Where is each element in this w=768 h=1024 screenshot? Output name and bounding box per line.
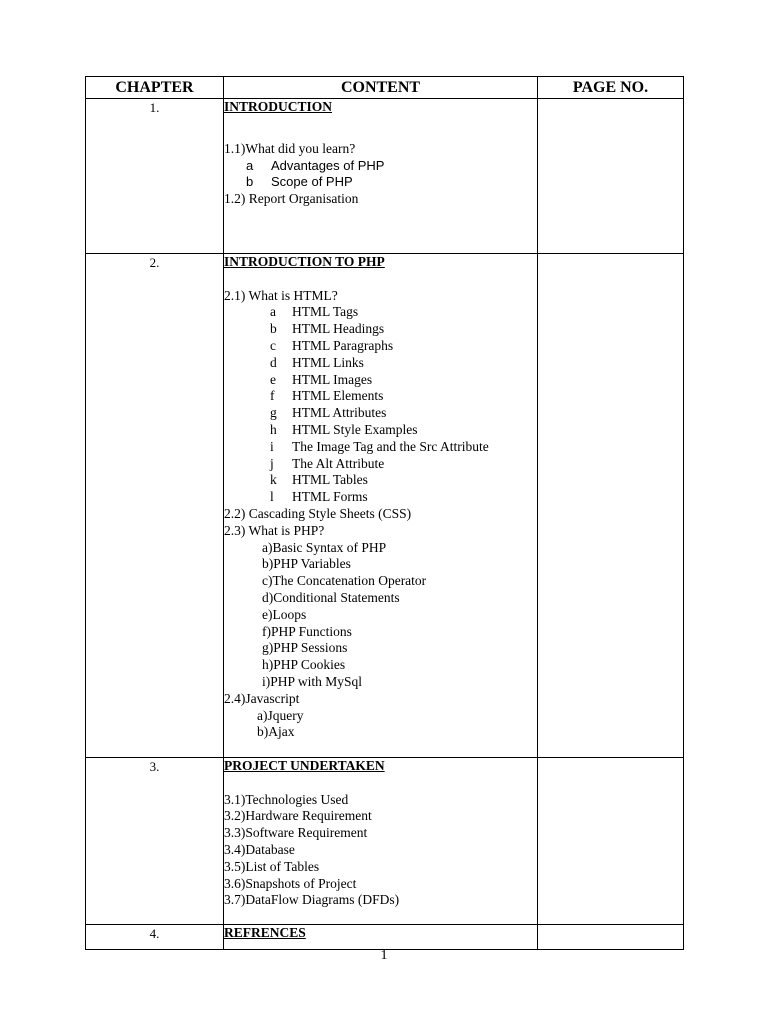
item-letter: d xyxy=(270,354,277,370)
section-heading: 3.4)Database xyxy=(224,841,295,857)
chapter-row-4 xyxy=(86,925,684,950)
item-text: The Image Tag and the Src Attribute xyxy=(292,438,489,454)
list-item: e)Loops xyxy=(262,606,307,622)
item-letter: b xyxy=(246,174,254,190)
item-text: Scope of PHP xyxy=(271,174,353,190)
item-letter: b xyxy=(270,321,277,337)
item-letter: h xyxy=(270,421,277,437)
list-item: d)Conditional Statements xyxy=(262,589,400,605)
item-text: HTML Headings xyxy=(292,321,385,337)
header-row xyxy=(86,77,684,99)
chapter-content xyxy=(224,925,538,950)
table-of-contents xyxy=(85,76,684,950)
item-letter: a xyxy=(270,304,276,320)
chapter-number: 4. xyxy=(86,925,224,950)
section-heading: 2.3) What is PHP? xyxy=(224,522,325,538)
item-text: HTML Attributes xyxy=(292,405,387,421)
page-no-header: PAGE NO. xyxy=(538,77,684,99)
section-heading: 2.2) Cascading Style Sheets (CSS) xyxy=(224,505,412,521)
page-number: 1 xyxy=(380,948,388,963)
list-item: a)Jquery xyxy=(257,707,304,723)
item-text: HTML Images xyxy=(292,371,373,387)
item-text: HTML Tables xyxy=(292,472,368,488)
section-heading: 2.1) What is HTML? xyxy=(224,287,338,303)
chapter-title: REFRENCES xyxy=(224,925,306,940)
item-letter: i xyxy=(270,438,274,454)
item-letter: l xyxy=(270,489,274,505)
list-item: f)PHP Functions xyxy=(262,623,352,639)
list-item xyxy=(224,304,537,321)
chapter-row-3 xyxy=(86,758,684,925)
item-letter: g xyxy=(270,405,277,421)
item-letter: k xyxy=(270,472,277,488)
chapter-header: CHAPTER xyxy=(86,77,224,99)
list-item xyxy=(224,388,537,405)
chapter-content xyxy=(224,99,538,254)
list-item: b)PHP Variables xyxy=(262,556,351,572)
item-text: HTML Style Examples xyxy=(292,421,418,437)
item-letter: j xyxy=(270,455,274,471)
list-item xyxy=(224,372,537,389)
section-heading: 3.6)Snapshots of Project xyxy=(224,875,357,891)
section-heading: 1.2) Report Organisation xyxy=(224,191,359,207)
item-text: HTML Paragraphs xyxy=(292,337,394,353)
list-item xyxy=(224,439,537,456)
item-letter: f xyxy=(270,388,275,404)
section-heading: 3.5)List of Tables xyxy=(224,858,320,874)
item-text: The Alt Attribute xyxy=(292,455,385,471)
content-header: CONTENT xyxy=(224,77,538,99)
list-item xyxy=(224,489,537,506)
item-text: HTML Links xyxy=(292,354,364,370)
chapter-title: PROJECT UNDERTAKEN xyxy=(224,758,385,773)
list-item: b)Ajax xyxy=(257,724,295,740)
chapter-title: INTRODUCTION xyxy=(224,99,333,114)
item-letter: e xyxy=(270,371,276,387)
list-item: c)The Concatenation Operator xyxy=(262,573,427,589)
chapter-row-2 xyxy=(86,254,684,758)
chapter-content xyxy=(224,758,538,925)
list-item xyxy=(224,472,537,489)
chapter-row-1 xyxy=(86,99,684,254)
list-item xyxy=(224,338,537,355)
chapter-number: 3. xyxy=(86,758,224,925)
section-heading: 3.1)Technologies Used xyxy=(224,791,349,807)
item-letter: c xyxy=(270,337,276,353)
item-text: HTML Tags xyxy=(292,304,359,320)
list-item xyxy=(224,422,537,439)
list-item: h)PHP Cookies xyxy=(262,657,346,673)
list-item xyxy=(224,456,537,473)
page-number-cell xyxy=(538,254,684,758)
chapter-title: INTRODUCTION TO PHP xyxy=(224,254,385,269)
section-heading: 3.3)Software Requirement xyxy=(224,825,368,841)
list-item xyxy=(224,355,537,372)
section-heading: 3.2)Hardware Requirement xyxy=(224,808,372,824)
chapter-number: 1. xyxy=(86,99,224,254)
list-item xyxy=(224,405,537,422)
list-item: a)Basic Syntax of PHP xyxy=(262,539,387,555)
section-heading: 2.4)Javascript xyxy=(224,690,300,706)
list-item: g)PHP Sessions xyxy=(262,640,348,656)
list-item: i)PHP with MySql xyxy=(262,673,363,689)
list-item xyxy=(224,321,537,338)
chapter-number: 2. xyxy=(86,254,224,758)
section-heading: 1.1)What did you learn? xyxy=(224,140,356,156)
list-item xyxy=(224,158,537,175)
item-text: HTML Elements xyxy=(292,388,384,404)
item-text: HTML Forms xyxy=(292,489,368,505)
section-heading: 3.7)DataFlow Diagrams (DFDs) xyxy=(224,892,400,908)
page-number-cell xyxy=(538,925,684,950)
item-letter: a xyxy=(246,157,254,173)
list-item xyxy=(224,174,537,191)
page-number-cell xyxy=(538,758,684,925)
page-number-cell xyxy=(538,99,684,254)
chapter-content xyxy=(224,254,538,758)
item-text: Advantages of PHP xyxy=(271,157,385,173)
